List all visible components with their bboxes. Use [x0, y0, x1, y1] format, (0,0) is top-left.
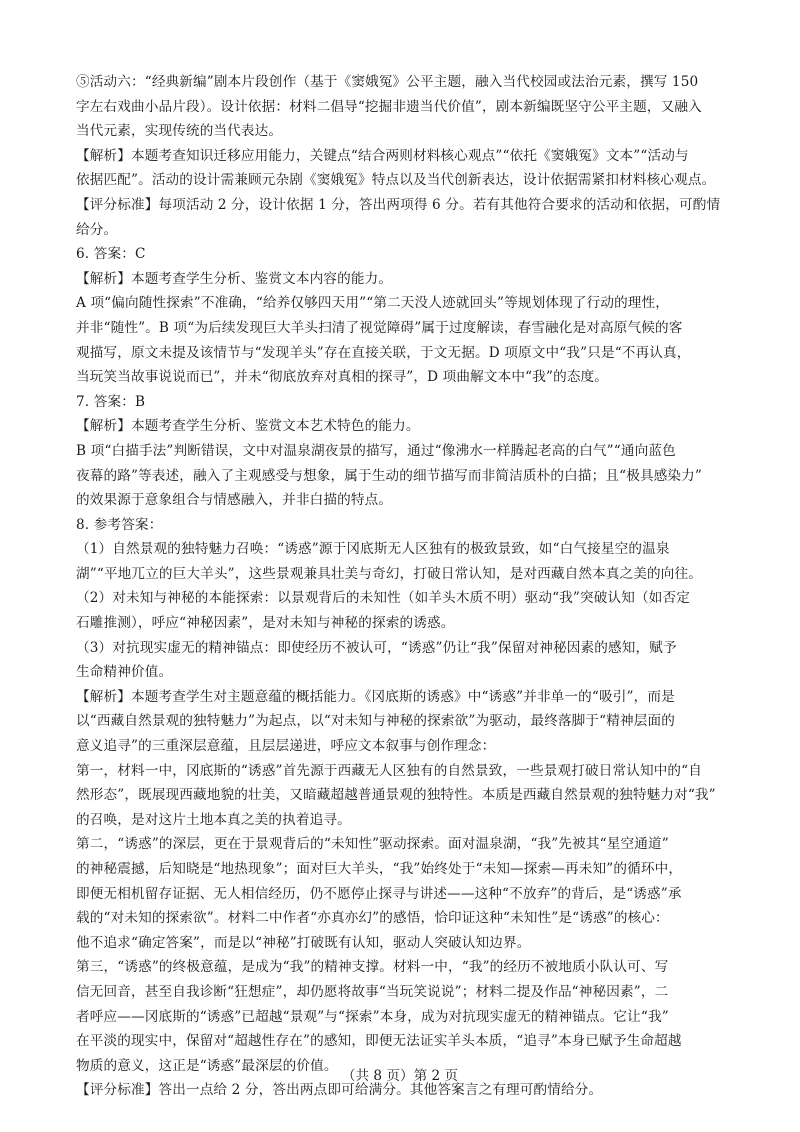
text-line: B 项“白描手法”判断错误，文中对温泉湖夜景的描写，通过“像沸水一样腾起老高的白气”“通向蓝色	[76, 442, 676, 459]
text-line: 意义追寻”的三重深层意蕴，且层层递进，呼应文本叙事与创作理念：	[76, 738, 496, 755]
analysis-line: 【解析】本题考查学生分析、鉴赏文本艺术特色的能力。	[76, 418, 420, 435]
text-line: 的效果源于意象组合与情感融入，并非白描的特点。	[76, 492, 393, 509]
text-line: 信无回音，甚至自我诊断“狂想症”，却仍愿将故事“当玩笑说说”；材料二提及作品“神秘因素”，二	[76, 983, 669, 1000]
text-line: ⑤活动六：“经典新编”剧本片段创作（基于《窦娥冤》公平主题，融入当代校园或法治元素，撰写 150	[76, 74, 699, 90]
text-line: 依据匹配”。活动的设计需兼顾元杂剧《窦娥冤》特点以及当代创新表达，设计依据需紧扣材料核心观点。	[76, 172, 716, 189]
text-line: 然形态”，既展现西藏地貌的壮美，又暗藏超越普通景观的独特性。本质是西藏自然景观的独特魅力对“我”	[76, 787, 716, 804]
answer-heading: 8. 参考答案：	[76, 516, 163, 533]
text-line: 观描写，原文未提及该情节与“发现羊头”存在直接关联，于文无据。D 项原文中“我”只是“不再认真，	[76, 344, 691, 361]
answer-heading: 7. 答案：B	[76, 393, 146, 410]
scoring-line: 【评分标准】每项活动 2 分，设计依据 1 分，答出两项得 6 分。若有其他符合要求的活动和依据，可酌情	[76, 196, 721, 213]
page-footer: （共 8 页）第 2 页	[341, 1068, 459, 1084]
scoring-line: 【评分标准】答出一点给 2 分，答出两点即可给满分。其他答案言之有理可酌情给分。	[76, 1082, 603, 1099]
text-line: 当玩笑当故事说说而已”，并未“彻底放弃对真相的探寻”，D 项曲解文本中“我”的态度。	[76, 369, 609, 386]
text-line: （1）自然景观的独特魅力召唤：“诱惑”源于冈底斯无人区独有的极致景致，如“白气接星空的温泉	[76, 541, 670, 558]
text-line: 当代元素，实现传统的当代表达。	[76, 123, 283, 140]
text-line: 的召唤，是对这片土地本真之美的执着追寻。	[76, 811, 351, 828]
text-line: 石雕推测），呼应“神秘因素”，是对未知与神秘的探索的诱惑。	[76, 615, 455, 632]
text-line: 字左右戏曲小品片段）。设计依据：材料二倡导“挖掘非遗当代价值”，剧本新编既坚守公平主题，又融入	[76, 98, 702, 115]
text-line: 第三，“诱惑”的终极意蕴，是成为“我”的精神支撑。材料一中，“我”的经历不被地质小队认可、写	[76, 959, 669, 976]
analysis-line: 【解析】本题考查学生对主题意蕴的概括能力。《冈底斯的诱惑》中“诱惑”并非单一的“吸引”，而是	[76, 688, 675, 705]
text-line: 并非“随性”。B 项“为后续发现巨大羊头扫清了视觉障碍”属于过度解读，春雪融化是对高原气候的客	[76, 319, 683, 336]
text-line: 生命精神价值。	[76, 664, 173, 681]
analysis-line: 【解析】本题考查学生分析、鉴赏文本内容的能力。	[76, 270, 393, 287]
text-line: 他不追求“确定答案”，而是以“神秘”打破既有认知，驱动人突破认知边界。	[76, 934, 531, 951]
text-line: 第一，材料一中，冈底斯的“诱惑”首先源于西藏无人区独有的自然景致，一些景观打破日常认知中的“自	[76, 762, 703, 779]
text-line: （2）对未知与神秘的本能探索：以景观背后的未知性（如羊头木质不明）驱动“我”突破认知（如否定	[76, 590, 690, 607]
text-line: 的神秘震撼，后知晓是“地热现象”；面对巨大羊头，“我”始终处于“未知—探索—再未知”的循环中，	[76, 861, 683, 877]
text-line: 给分。	[76, 221, 118, 238]
text-line: 在平淡的现实中，保留对“超越性存在”的感知，即便无法证实羊头本质，“追寻”本身已赋予生命超越	[76, 1033, 682, 1050]
analysis-line: 【解析】本题考查知识迁移应用能力，关键点“结合两则材料核心观点”“依托《窦娥冤》文本”“活动与	[76, 147, 689, 164]
text-line: 夜幕的路”等表述，融入了主观感受与想象，属于生动的细节描写而非简洁质朴的白描；且“极具感染力”	[76, 467, 703, 484]
text-line: 第二，“诱惑”的深层，更在于景观背后的“未知性”驱动探索。面对温泉湖，“我”先被其“星空通道”	[76, 836, 669, 853]
text-line: 湖”“平地兀立的巨大羊头”，这些景观兼具壮美与奇幻，打破日常认知，是对西藏自然本真之美的向往。	[76, 565, 703, 582]
text-line: 以“西藏自然景观的独特魅力”为起点，以“对未知与神秘的探索欲”为驱动，最终落脚于“精神层面的	[76, 713, 675, 730]
text-line: 物质的意义，这正是“诱惑”最深层的价值。	[76, 1057, 338, 1074]
answer-heading: 6. 答案：C	[76, 246, 146, 263]
text-line: 即便无相机留存证据、无人相信经历，仍不愿停止探寻与讲述——这种“不放弃”的背后，是“诱惑”承	[76, 885, 682, 902]
page-body	[76, 70, 736, 1103]
text-line: 者呼应——冈底斯的“诱惑”已超越“景观”与“探索”本身，成为对抗现实虚无的精神锚点。它让“我”	[76, 1008, 669, 1025]
text-line: （3）对抗现实虚无的精神锚点：即使经历不被认可，“诱惑”仍让“我”保留对神秘因素的感知，赋予	[76, 639, 677, 656]
text-line: 载的“对未知的探索欲”。材料二中作者“亦真亦幻”的感悟，恰印证这种“未知性”是“诱惑”的核心：	[76, 910, 669, 927]
text-line: A 项“偏向随性探索”不准确，“给养仅够四天用”“第二天没人迹就回头”等规划体现了行动的理性，	[76, 295, 670, 312]
